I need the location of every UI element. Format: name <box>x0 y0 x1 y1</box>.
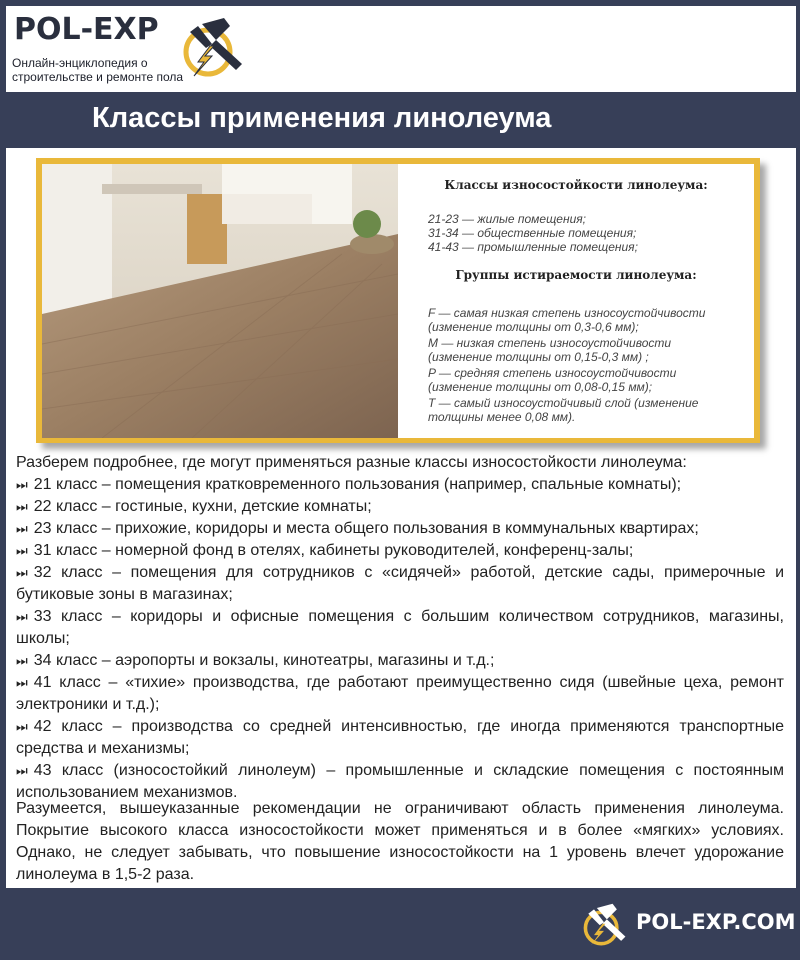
list-item <box>16 672 784 716</box>
class-list <box>16 474 784 804</box>
list-item-text: 31 класс – номерной фонд в отелях, кабинеты руководителей, конференц-залы; <box>33 542 634 559</box>
figure-group-line: T — самый износоустойчивый слой (изменение <box>428 396 699 410</box>
fast-forward-icon: ⏭ <box>16 719 28 734</box>
logo-subtitle: Онлайн-энциклопедия о строительстве и ремонте пола <box>12 56 184 84</box>
fast-forward-icon: ⏭ <box>16 763 28 778</box>
figure-group-line: M — низкая степень износоустойчивости <box>428 336 672 350</box>
figure-group-line: (изменение толщины от 0,15-0,3 мм) ; <box>428 350 649 364</box>
figure-class-line: 31-34 — общественные помещения; <box>428 226 637 240</box>
header <box>6 6 796 92</box>
list-item-text: 34 класс – аэропорты и вокзалы, кинотеатры, магазины и т.д.; <box>33 652 495 669</box>
info-figure <box>36 158 760 443</box>
fast-forward-icon: ⏭ <box>16 675 28 690</box>
figure-group-line: толщины менее 0,08 мм). <box>428 410 576 424</box>
list-item <box>16 540 784 562</box>
list-item <box>16 474 784 496</box>
list-item <box>16 716 784 760</box>
fast-forward-icon: ⏭ <box>16 565 28 580</box>
figure-class-line: 41-43 — промышленные помещения; <box>428 240 638 254</box>
list-item-text: 43 класс (износостойкий линолеум) – промышленные и складские помещения с постоянным использованием механизмов. <box>16 762 784 801</box>
figure-heading-groups: Группы истираемости линолеума: <box>455 268 697 282</box>
floor-photo <box>42 164 398 438</box>
list-item <box>16 496 784 518</box>
figure-group-line: F — самая низкая степень износоустойчивости <box>428 306 706 320</box>
page-title: Классы применения линолеума <box>92 102 552 134</box>
outro-text: Разумеется, вышеуказанные рекомендации не ограничивают область применения линолеума. Покрытие высокого класса износостойкости может применяться и в более «мягких» условиях. Однако, не следует забывать, что повышение износостойкости на 1 уровень влечет удорожание линолеума в 1,5-2 раза. <box>16 800 784 883</box>
list-item <box>16 606 784 650</box>
footer-site-link[interactable]: POL-EXP.COM <box>636 910 796 934</box>
figure-group-line: P — средняя степень износоустойчивости <box>428 366 677 380</box>
figure-group-line: (изменение толщины от 0,08-0,15 мм); <box>428 380 653 394</box>
logo-text[interactable]: POL-EXP <box>14 12 159 47</box>
figure-group-line: (изменение толщины от 0,3-0,6 мм); <box>428 320 639 334</box>
title-bar <box>6 94 654 148</box>
list-item <box>16 518 784 540</box>
figure-info <box>398 164 754 438</box>
article-content <box>6 148 796 888</box>
tools-lightning-icon <box>574 898 634 948</box>
list-item-text: 23 класс – прихожие, коридоры и места общего пользования в коммунальных квартирах; <box>33 520 699 537</box>
fast-forward-icon: ⏭ <box>16 653 28 668</box>
list-item-text: 41 класс – «тихие» производства, где работают преимущественно сидя (швейные цеха, ремонт электроники и т.д.); <box>16 674 784 713</box>
fast-forward-icon: ⏭ <box>16 521 28 536</box>
list-item-text: 21 класс – помещения кратковременного пользования (например, спальные комнаты); <box>33 476 682 493</box>
fast-forward-icon: ⏭ <box>16 477 28 492</box>
list-item-text: 33 класс – коридоры и офисные помещения с большим количеством сотрудников, магазины, школы; <box>16 608 784 647</box>
list-item-text: 42 класс – производства со средней интенсивностью, где иногда применяются транспортные средства и механизмы; <box>16 718 784 757</box>
intro-text: Разберем подробнее, где могут применяться разные классы износостойкости линолеума: <box>16 454 687 471</box>
list-item <box>16 650 784 672</box>
figure-heading-classes: Классы износостойкости линолеума: <box>444 178 708 192</box>
fast-forward-icon: ⏭ <box>16 609 28 624</box>
list-item-text: 22 класс – гостиные, кухни, детские комнаты; <box>33 498 372 515</box>
fast-forward-icon: ⏭ <box>16 543 28 558</box>
list-item-text: 32 класс – помещения для сотрудников с «сидячей» работой, детские сады, примерочные и бутиковые зоны в магазинах; <box>16 564 784 603</box>
figure-class-line: 21-23 — жилые помещения; <box>428 212 586 226</box>
fast-forward-icon: ⏭ <box>16 499 28 514</box>
list-item <box>16 562 784 606</box>
